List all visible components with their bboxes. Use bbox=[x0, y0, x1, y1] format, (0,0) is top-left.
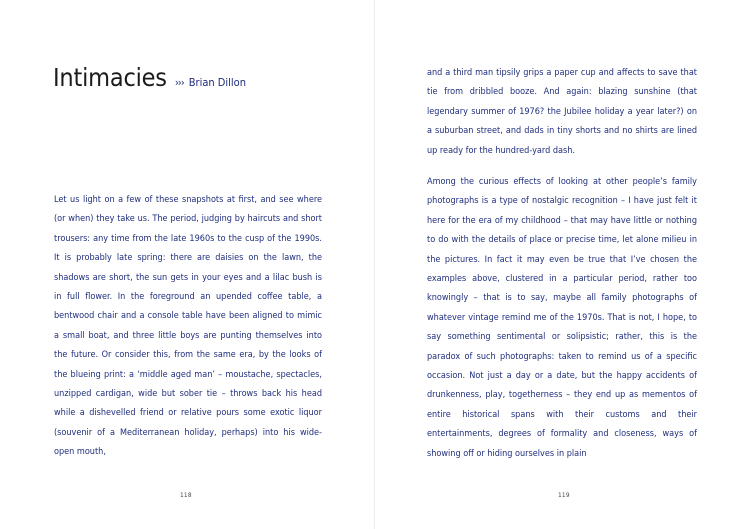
page-number-left: 118 bbox=[180, 491, 192, 499]
page-number-right: 119 bbox=[558, 491, 570, 499]
right-page-paragraph-2: Among the curious effects of looking at other people’s family photographs is a type of nostalgic recognition – I have just felt it here for the era of my childhood – that may have little or nothing to do with the details of place or precise time, let alone milieu in the pictures. In fact it may even be true that I’ve chosen the examples above, clustered in a particular period, rather too knowingly – that is to say, maybe all family photographs of whatever vintage remind me of the 1970s. That is not, I hope, to say something sentimental or solipsistic; rather, this is the paradox of such photographs: taken to remind us of a specific occasion. Not just a day or a date, but the happy accidents of drunkenness, play, togetherness – they end up as mementos of entire historical spans with their customs and their entertainments, degrees of formality and closeness, ways of showing off or hiding ourselves in plain bbox=[427, 177, 697, 459]
author-name: Brian Dillon bbox=[188, 76, 247, 89]
right-page-paragraph-1: and a third man tipsily grips a paper cup and affects to save that tie from dribbled booze. And again: blazing sunshine (that legendary summer of 1976? the Jubilee holiday a year later?) on a suburban street, and dads in tiny shorts and no shirts are lined up ready for the hundred-yard dash. bbox=[427, 68, 697, 156]
title-separator-icon: ››› bbox=[174, 76, 184, 89]
right-page bbox=[375, 0, 750, 529]
article-title: Intimacies bbox=[53, 63, 167, 92]
left-page-paragraph: Let us light on a few of these snapshots at first, and see where (or when) they take us. The period, judging by haircuts and short trousers: any time from the late 1960s to the cusp of the 1990s. It is probably late spring: there are daisies on the lawn, the shadows are short, the sun gets in your eyes and a lilac bush is in full flower. In the foreground an upended coffee table, a bentwood chair and a console table have been aligned to mimic a small boat, and three little boys are punting themselves into the future. Or consider this, from the same era, by the looks of the blueing print: a ‘middle aged man’ – moustache, spectacles, unzipped cardigan, wide but sober tie – throws back his head while a dishevelled friend or relative pours some exotic liquor (souvenir of a Mediterranean holiday, perhaps) into his wide-open mouth, bbox=[54, 195, 322, 458]
article-header bbox=[53, 63, 246, 92]
